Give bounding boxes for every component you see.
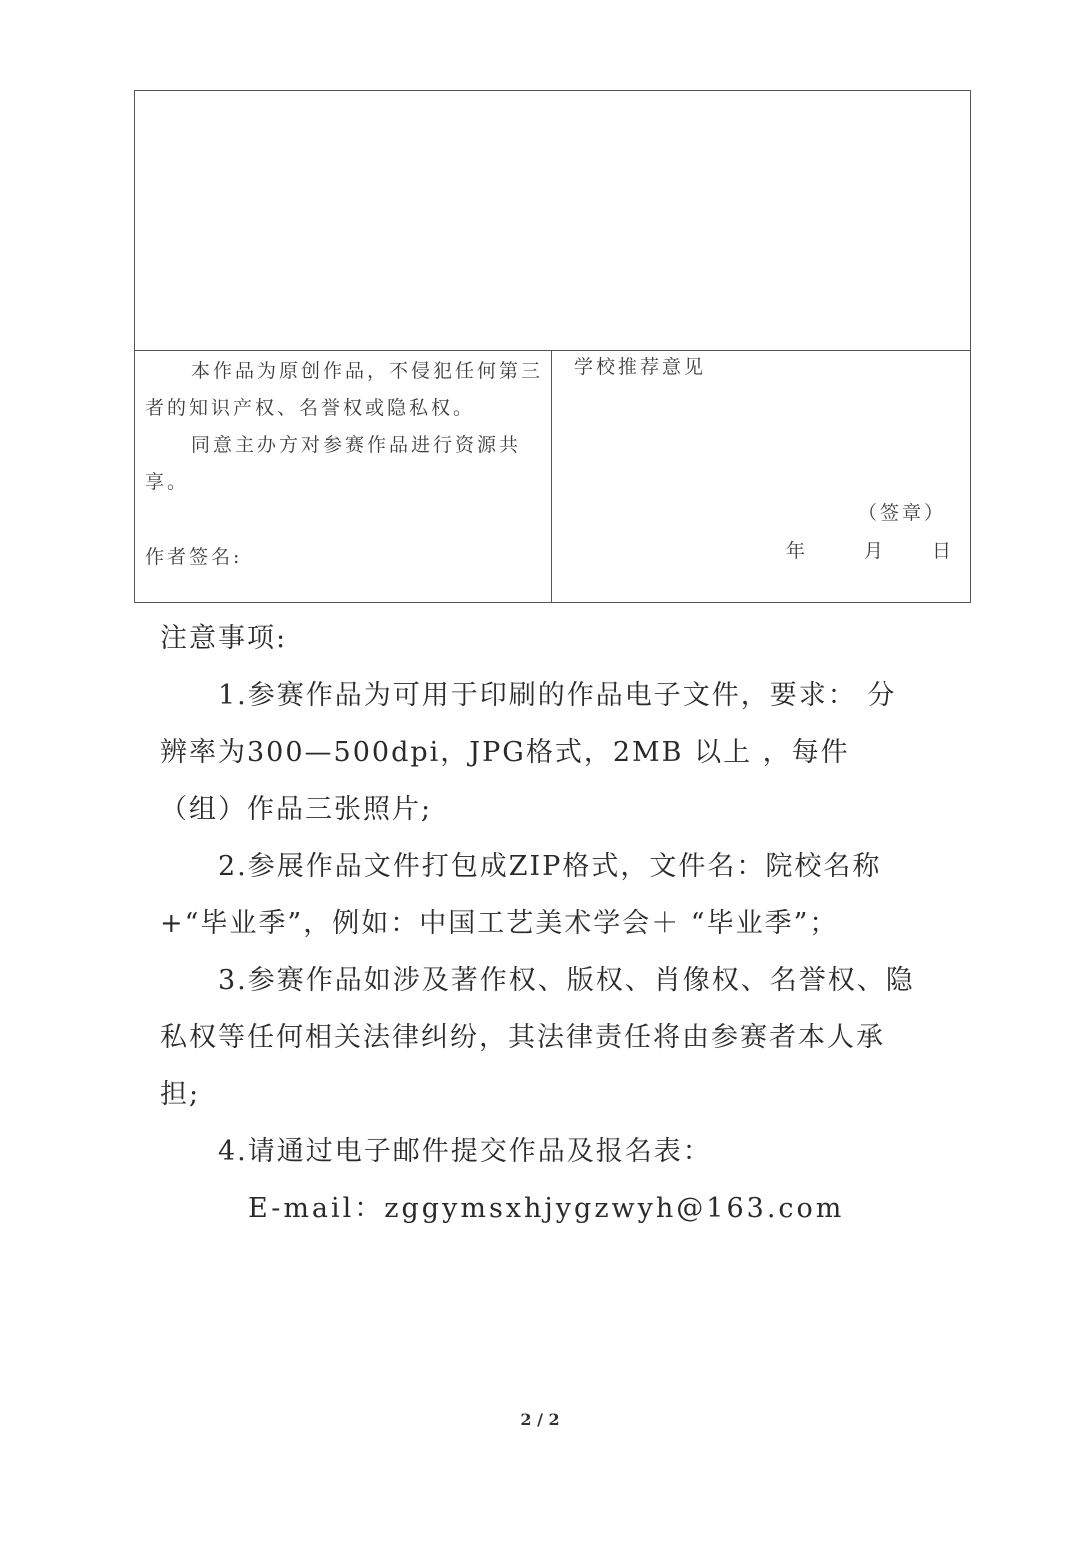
page-number: 2 / 2 <box>520 1410 560 1429</box>
note-item: 4.请通过电子邮件提交作品及报名表： <box>218 1136 712 1167</box>
declaration-cell <box>135 351 552 603</box>
author-signature-label: 作者签名: <box>145 546 243 568</box>
seal-label: （签章） <box>858 502 947 524</box>
note-item: 2.参展作品文件打包成ZIP格式，文件名：院校名称+“毕业季”，例如：中国工艺美术学会＋ “毕业季”； <box>160 851 882 939</box>
declaration-resource-sharing: 同意主办方对参赛作品进行资源共享。 <box>145 434 522 493</box>
school-opinion-label: 学校推荐意见 <box>574 356 707 378</box>
date-day-label: 日 <box>932 540 955 562</box>
date-month-label: 月 <box>864 540 887 562</box>
date-year-label: 年 <box>786 540 809 562</box>
declaration-originality: 本作品为原创作品，不侵犯任何第三者的知识产权、名誉权或隐私权。 <box>145 360 544 419</box>
entry-form-table <box>134 90 971 603</box>
contact-email: E-mail：zggymsxhjygzwyh@163.com <box>248 1193 845 1224</box>
school-recommendation-cell <box>552 351 970 603</box>
declaration-text <box>145 353 545 501</box>
note-item: 3.参赛作品如涉及著作权、版权、肖像权、名誉权、隐私权等任何相关法律纠纷，其法律责任将由参赛者本人承担; <box>160 965 915 1110</box>
artwork-description-cell <box>135 91 970 351</box>
notes-section <box>160 610 920 1237</box>
note-item: 1.参赛作品为可用于印刷的作品电子文件，要求： 分辨率为300—500dpi，JPG格式，2MB 以上 ，每件（组）作品三张照片; <box>160 680 897 825</box>
notes-title: 注意事项: <box>160 623 288 654</box>
